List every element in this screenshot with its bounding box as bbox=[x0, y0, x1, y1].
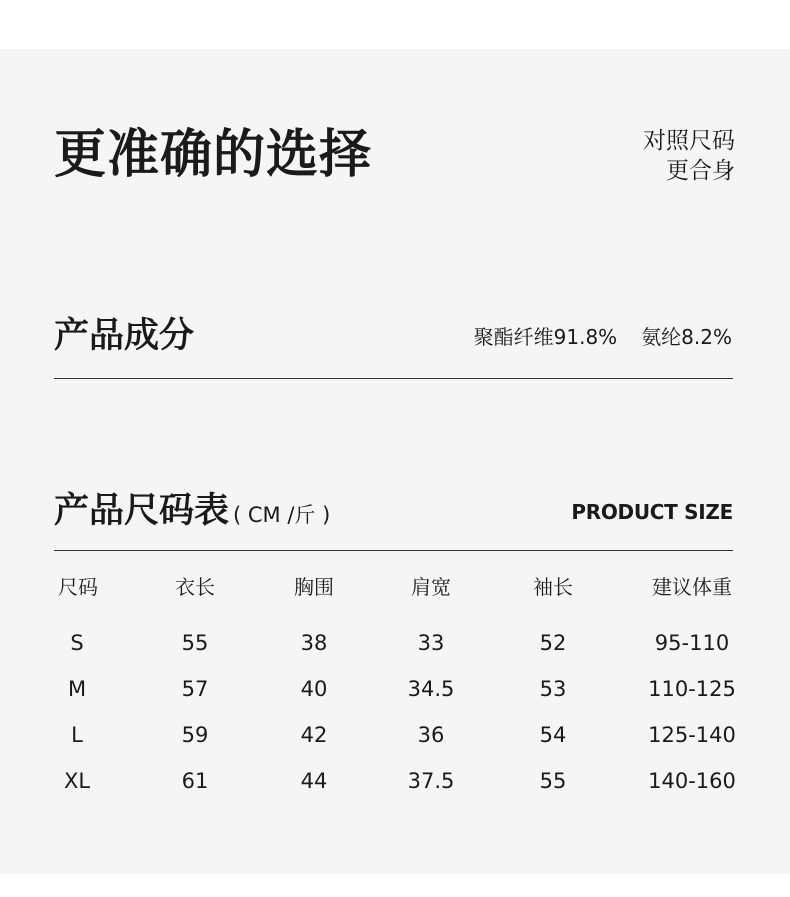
page-title: 更准确的选择 bbox=[54, 125, 373, 185]
table-row bbox=[0, 762, 790, 808]
table-cell: XL bbox=[63, 769, 91, 793]
table-cell: 110-125 bbox=[648, 677, 736, 701]
column-header-length: 衣长 bbox=[175, 575, 215, 599]
size-table bbox=[0, 568, 790, 808]
table-cell: 55 bbox=[181, 631, 209, 655]
table-row bbox=[0, 624, 790, 670]
size-chart-title bbox=[54, 489, 330, 537]
table-row bbox=[0, 670, 790, 716]
table-cell: 37.5 bbox=[407, 769, 455, 793]
tagline-line-2: 更合身 bbox=[666, 158, 735, 184]
table-cell: M bbox=[67, 677, 87, 701]
composition-values bbox=[474, 323, 732, 351]
table-cell: 42 bbox=[300, 723, 328, 747]
table-cell: 34.5 bbox=[407, 677, 455, 701]
table-cell: 52 bbox=[539, 631, 567, 655]
table-cell: 61 bbox=[181, 769, 209, 793]
table-cell: 140-160 bbox=[648, 769, 736, 793]
composition-divider bbox=[54, 378, 733, 379]
table-cell: 40 bbox=[300, 677, 328, 701]
composition-title: 产品成分 bbox=[54, 316, 195, 356]
material-polyester: 聚酯纤维91.8% bbox=[473, 325, 618, 349]
tagline-line-1: 对照尺码 bbox=[643, 128, 735, 154]
table-cell: 125-140 bbox=[648, 723, 736, 747]
column-header-shoulder: 肩宽 bbox=[411, 575, 451, 599]
table-cell: 59 bbox=[181, 723, 209, 747]
table-cell: L bbox=[71, 723, 83, 747]
table-cell: 95-110 bbox=[654, 631, 730, 655]
table-cell: 57 bbox=[181, 677, 209, 701]
table-cell: 53 bbox=[539, 677, 567, 701]
size-chart-divider bbox=[54, 550, 733, 551]
table-cell: 33 bbox=[417, 631, 445, 655]
size-chart-subtitle: PRODUCT SIZE bbox=[571, 500, 733, 524]
table-cell: 44 bbox=[300, 769, 328, 793]
size-chart-title-text: 产品尺码表 bbox=[54, 491, 230, 531]
column-header-sleeve: 袖长 bbox=[533, 575, 573, 599]
column-header-size: 尺码 bbox=[58, 575, 98, 599]
table-row bbox=[0, 716, 790, 762]
table-cell: S bbox=[70, 631, 84, 655]
table-header-row bbox=[0, 568, 790, 624]
tagline bbox=[643, 126, 735, 186]
table-cell: 55 bbox=[539, 769, 567, 793]
size-chart-unit: ( CM /斤 ) bbox=[233, 503, 331, 527]
column-header-chest: 胸围 bbox=[294, 575, 334, 599]
table-cell: 38 bbox=[300, 631, 328, 655]
table-cell: 36 bbox=[417, 723, 445, 747]
material-spandex: 氨纶8.2% bbox=[641, 325, 732, 349]
table-cell: 54 bbox=[539, 723, 567, 747]
column-header-weight: 建议体重 bbox=[652, 575, 732, 599]
